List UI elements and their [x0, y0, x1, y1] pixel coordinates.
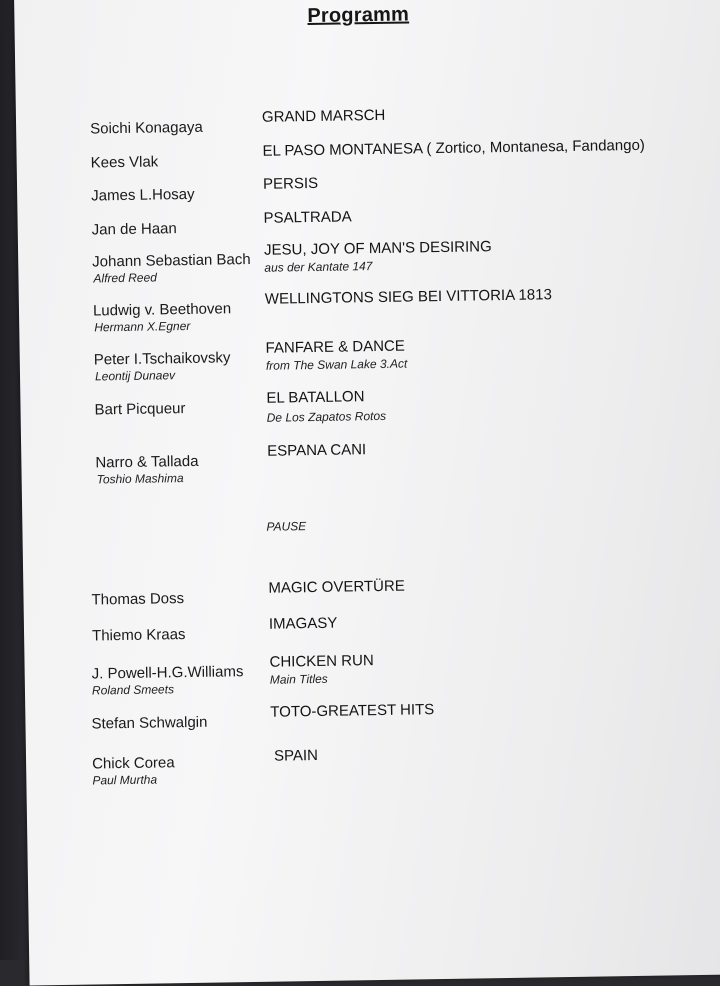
program-entry — [20, 388, 720, 425]
program-entry — [20, 337, 720, 384]
composer-name: Jan de Haan — [91, 220, 177, 239]
composer-name: Thomas Doss — [91, 590, 185, 609]
arranger-name: Toshio Mashima — [96, 471, 184, 487]
composer-name: Johann Sebastian Bach — [92, 250, 251, 271]
piece-title: ESPANA CANI — [267, 441, 367, 460]
program-entry — [16, 106, 716, 138]
piece-title: WELLINGTONS SIEG BEI VITTORIA 1813 — [264, 286, 552, 308]
program-entry — [25, 652, 720, 698]
program-entry — [26, 746, 720, 788]
composer-name: J. Powell-H.G.Williams — [91, 663, 244, 683]
piece-note: from The Swan Lake 3.Act — [265, 356, 408, 373]
piece-title: PERSIS — [262, 174, 319, 193]
piece-note: De Los Zapatos Rotos — [266, 408, 387, 425]
composer-name: Thiemo Kraas — [91, 626, 186, 645]
program-entry — [24, 614, 720, 645]
piece-note: Main Titles — [269, 671, 328, 687]
piece-title: TOTO-GREATEST HITS — [270, 701, 435, 721]
program-entry — [21, 441, 720, 487]
program-entry — [18, 238, 718, 286]
composer-name: Bart Picqueur — [94, 400, 186, 419]
arranger-name: Paul Murtha — [92, 772, 158, 788]
piece-title: IMAGASY — [268, 614, 338, 633]
intermission-label: PAUSE — [266, 519, 307, 534]
piece-title: PSALTRADA — [263, 208, 352, 227]
composer-name: Narro & Tallada — [95, 452, 199, 472]
program-entry — [18, 208, 718, 239]
composer-name: Stefan Schwalgin — [91, 713, 208, 733]
program-entry — [23, 577, 720, 609]
composer-name: James L.Hosay — [91, 185, 195, 205]
composer-name: Kees Vlak — [90, 153, 159, 172]
arranger-name: Roland Smeets — [91, 682, 175, 698]
program-entry — [17, 174, 717, 205]
program-sheet — [14, 0, 720, 986]
program-entry — [25, 701, 720, 733]
piece-title: CHICKEN RUN — [269, 652, 374, 671]
program-entry — [17, 136, 717, 172]
composer-name: Soichi Konagaya — [90, 118, 203, 138]
piece-title: GRAND MARSCH — [261, 106, 386, 126]
composer-name: Chick Corea — [91, 754, 175, 773]
arranger-name: Alfred Reed — [93, 270, 157, 286]
piece-note: aus der Kantate 147 — [264, 259, 373, 275]
arranger-name: Hermann X.Egner — [94, 318, 191, 335]
composer-name: Ludwig v. Beethoven — [92, 300, 232, 320]
piece-title: JESU, JOY OF MAN'S DESIRING — [263, 238, 492, 259]
piece-title: EL BATALLON — [266, 388, 365, 407]
piece-title: SPAIN — [273, 746, 319, 765]
page-title: Programm — [307, 3, 410, 28]
composer-name: Peter I.Tschaikovsky — [93, 349, 231, 369]
piece-title: EL PASO MONTANESA ( Zortico, Montanesa, Fandango) — [262, 136, 645, 160]
arranger-name: Leontij Dunaev — [94, 368, 176, 384]
piece-title: MAGIC OVERTÜRE — [268, 577, 405, 597]
program-entry — [19, 286, 719, 335]
piece-title: FANFARE & DANCE — [265, 337, 405, 357]
